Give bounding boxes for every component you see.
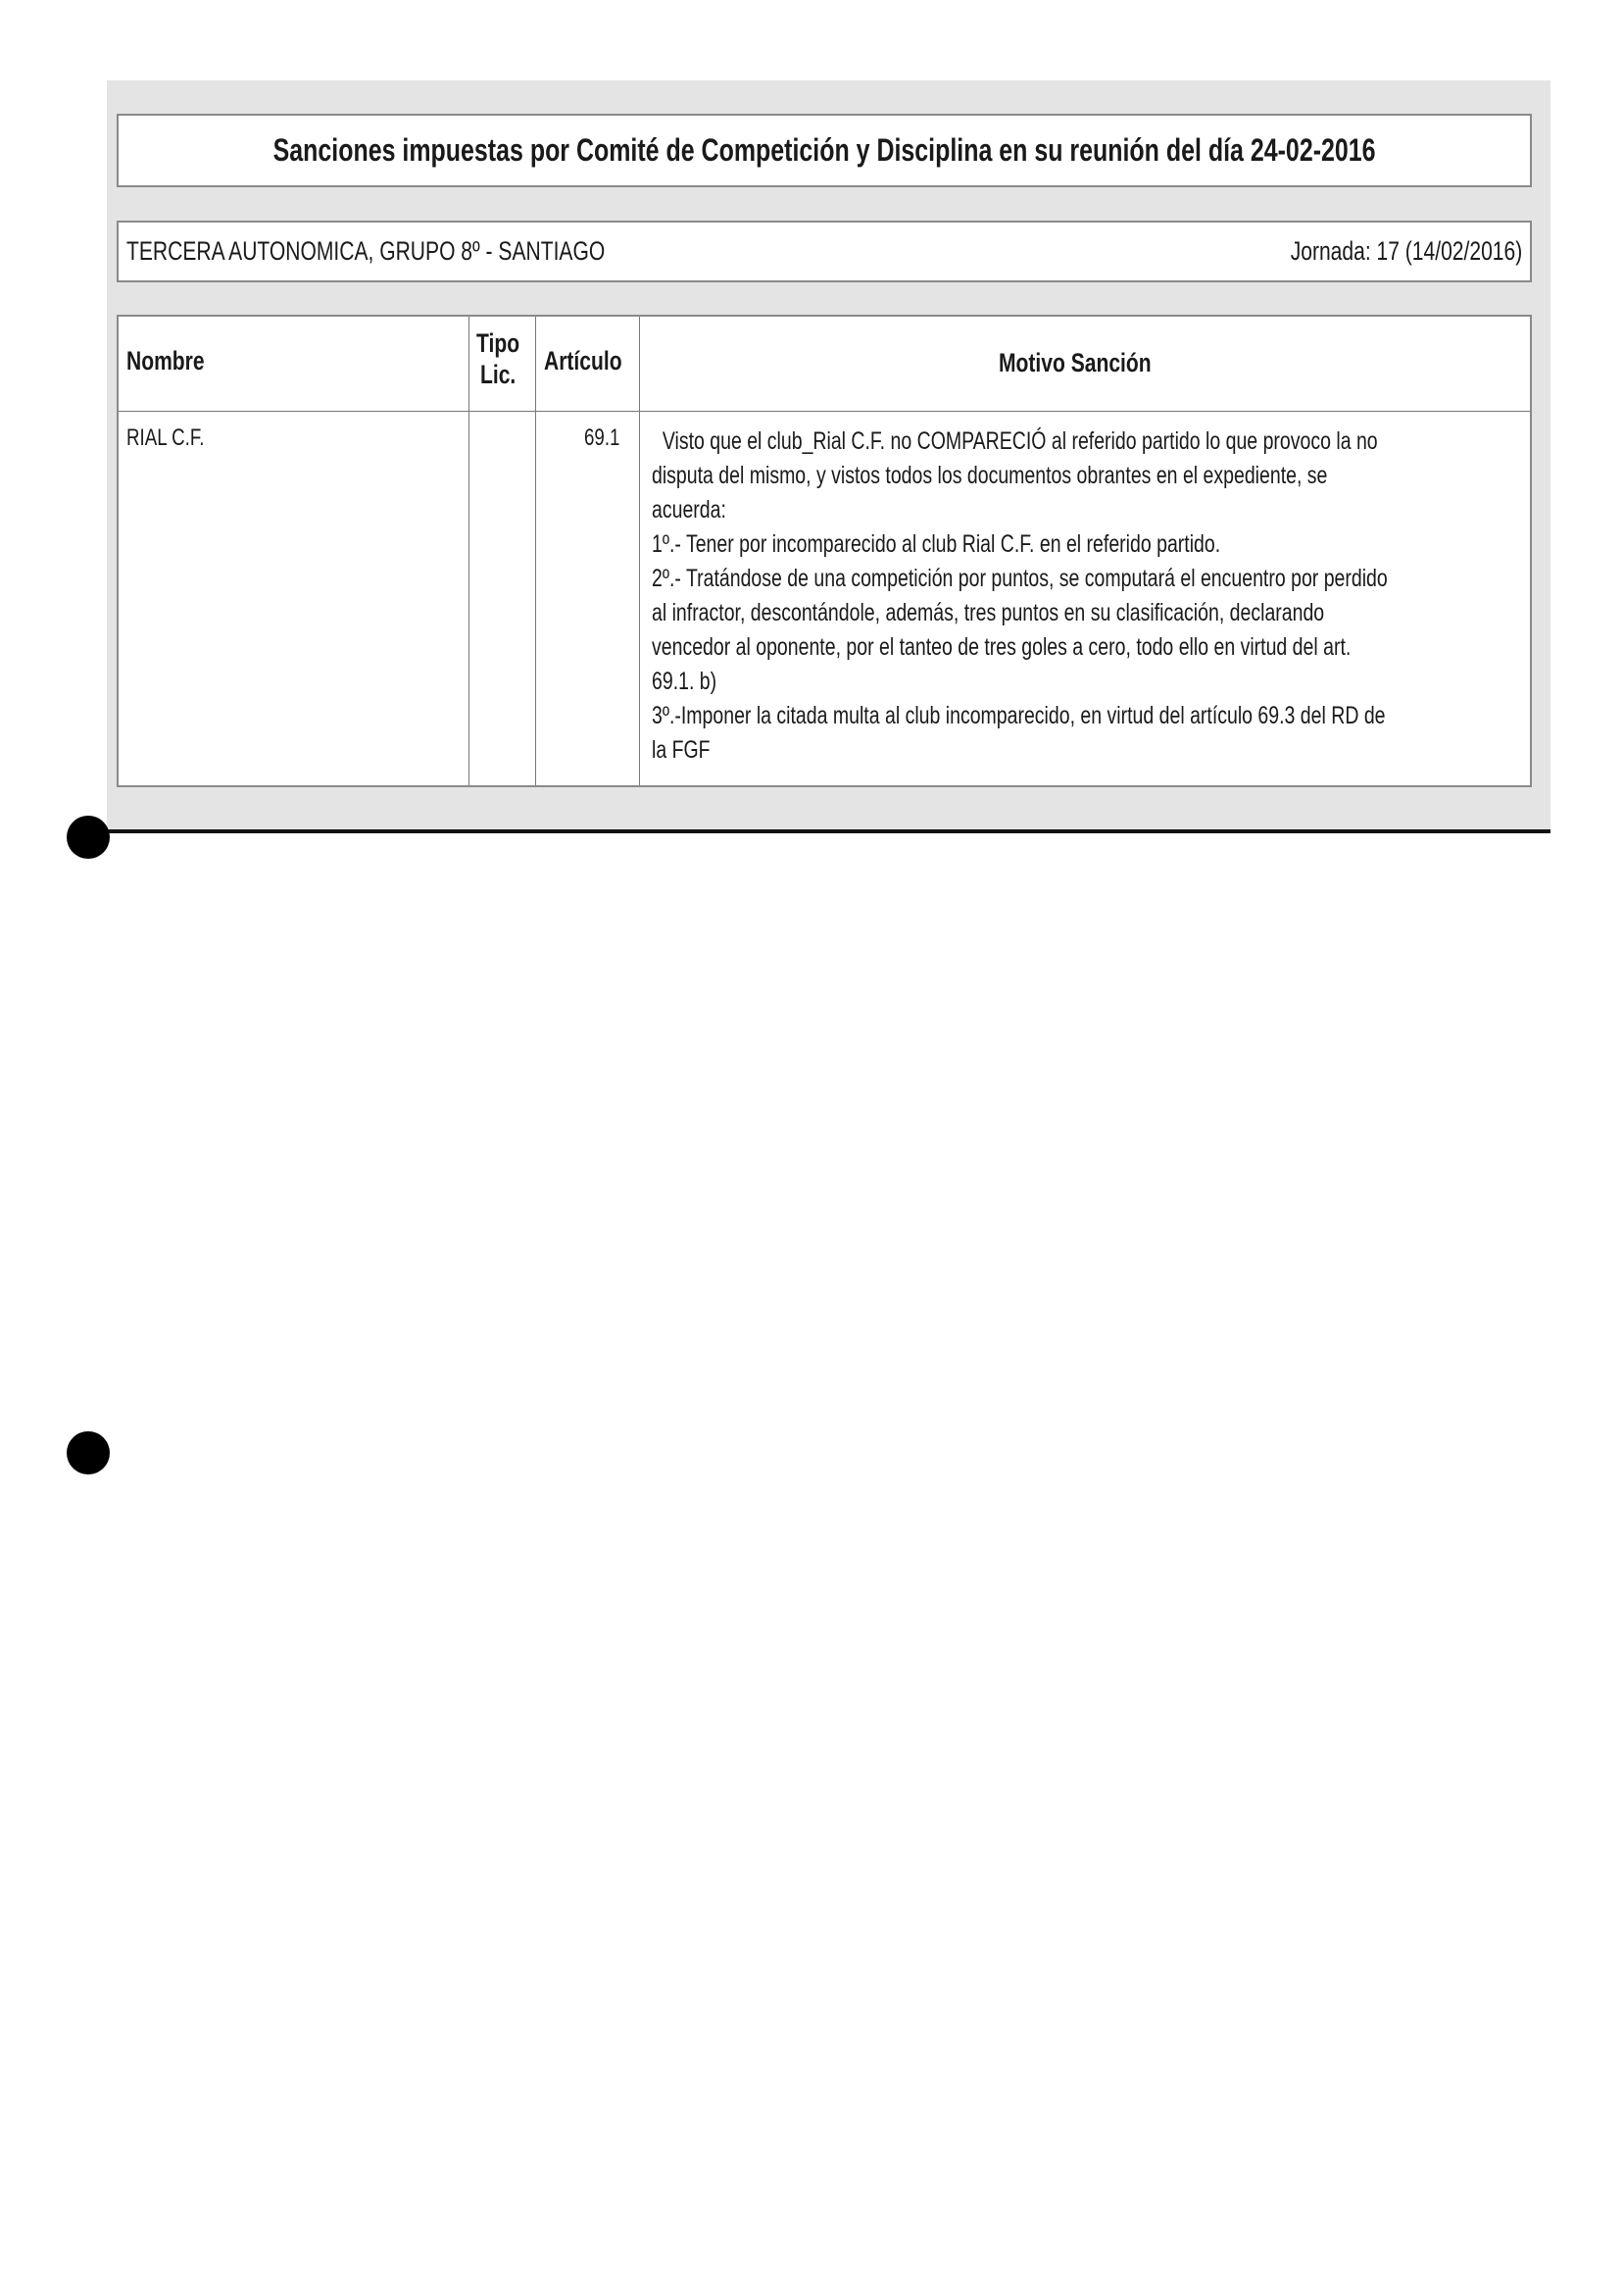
motivo-line: 2º.- Tratándose de una competición por puntos, se computará el encuentro por perdido [652, 565, 1388, 592]
motivo-line: Visto que el club_Rial C.F. no COMPARECIÓ al referido partido lo que provoco la no [652, 427, 1378, 455]
motivo-line: 69.1. b) [652, 668, 717, 695]
header-motivo: Motivo Sanción [999, 348, 1152, 377]
column-divider [535, 317, 536, 785]
jornada-info: Jornada: 17 (14/02/2016) [1290, 236, 1522, 266]
header-lic: Lic. [480, 360, 517, 389]
motivo-line: vencedor al oponente, por el tanteo de tres goles a cero, todo ello en virtud del art. [652, 633, 1352, 661]
page-title: Sanciones impuestas por Comité de Competición y Disciplina en su reunión del día 24-02-2016 [272, 132, 1376, 168]
column-divider [468, 317, 469, 785]
separator-line [88, 829, 1550, 833]
punch-hole-mark [67, 816, 110, 859]
motivo-line: disputa del mismo, y vistos todos los documentos obrantes en el expediente, se [652, 462, 1328, 489]
competition-bar [117, 221, 1532, 282]
cell-nombre: RIAL C.F. [126, 424, 205, 451]
title-box [117, 114, 1532, 187]
motivo-line: 1º.- Tener por incomparecido al club Rial C.F. en el referido partido. [652, 530, 1221, 558]
cell-motivo [652, 424, 1596, 768]
motivo-line: al infractor, descontándole, además, tres puntos en su clasificación, declarando [652, 599, 1325, 626]
column-divider [639, 317, 640, 785]
motivo-line: 3º.-Imponer la citada multa al club incomparecido, en virtud del artículo 69.3 del RD de [652, 702, 1386, 729]
competition-name: TERCERA AUTONOMICA, GRUPO 8º - SANTIAGO [126, 236, 606, 266]
header-nombre: Nombre [126, 346, 205, 375]
cell-articulo: 69.1 [584, 424, 620, 451]
header-divider [119, 411, 1530, 412]
header-articulo: Artículo [544, 346, 622, 375]
header-tipo: Tipo [476, 328, 520, 358]
motivo-line: la FGF [652, 736, 711, 764]
punch-hole-mark [67, 1431, 110, 1474]
sanctions-table [117, 315, 1532, 787]
motivo-line: acuerda: [652, 496, 726, 524]
